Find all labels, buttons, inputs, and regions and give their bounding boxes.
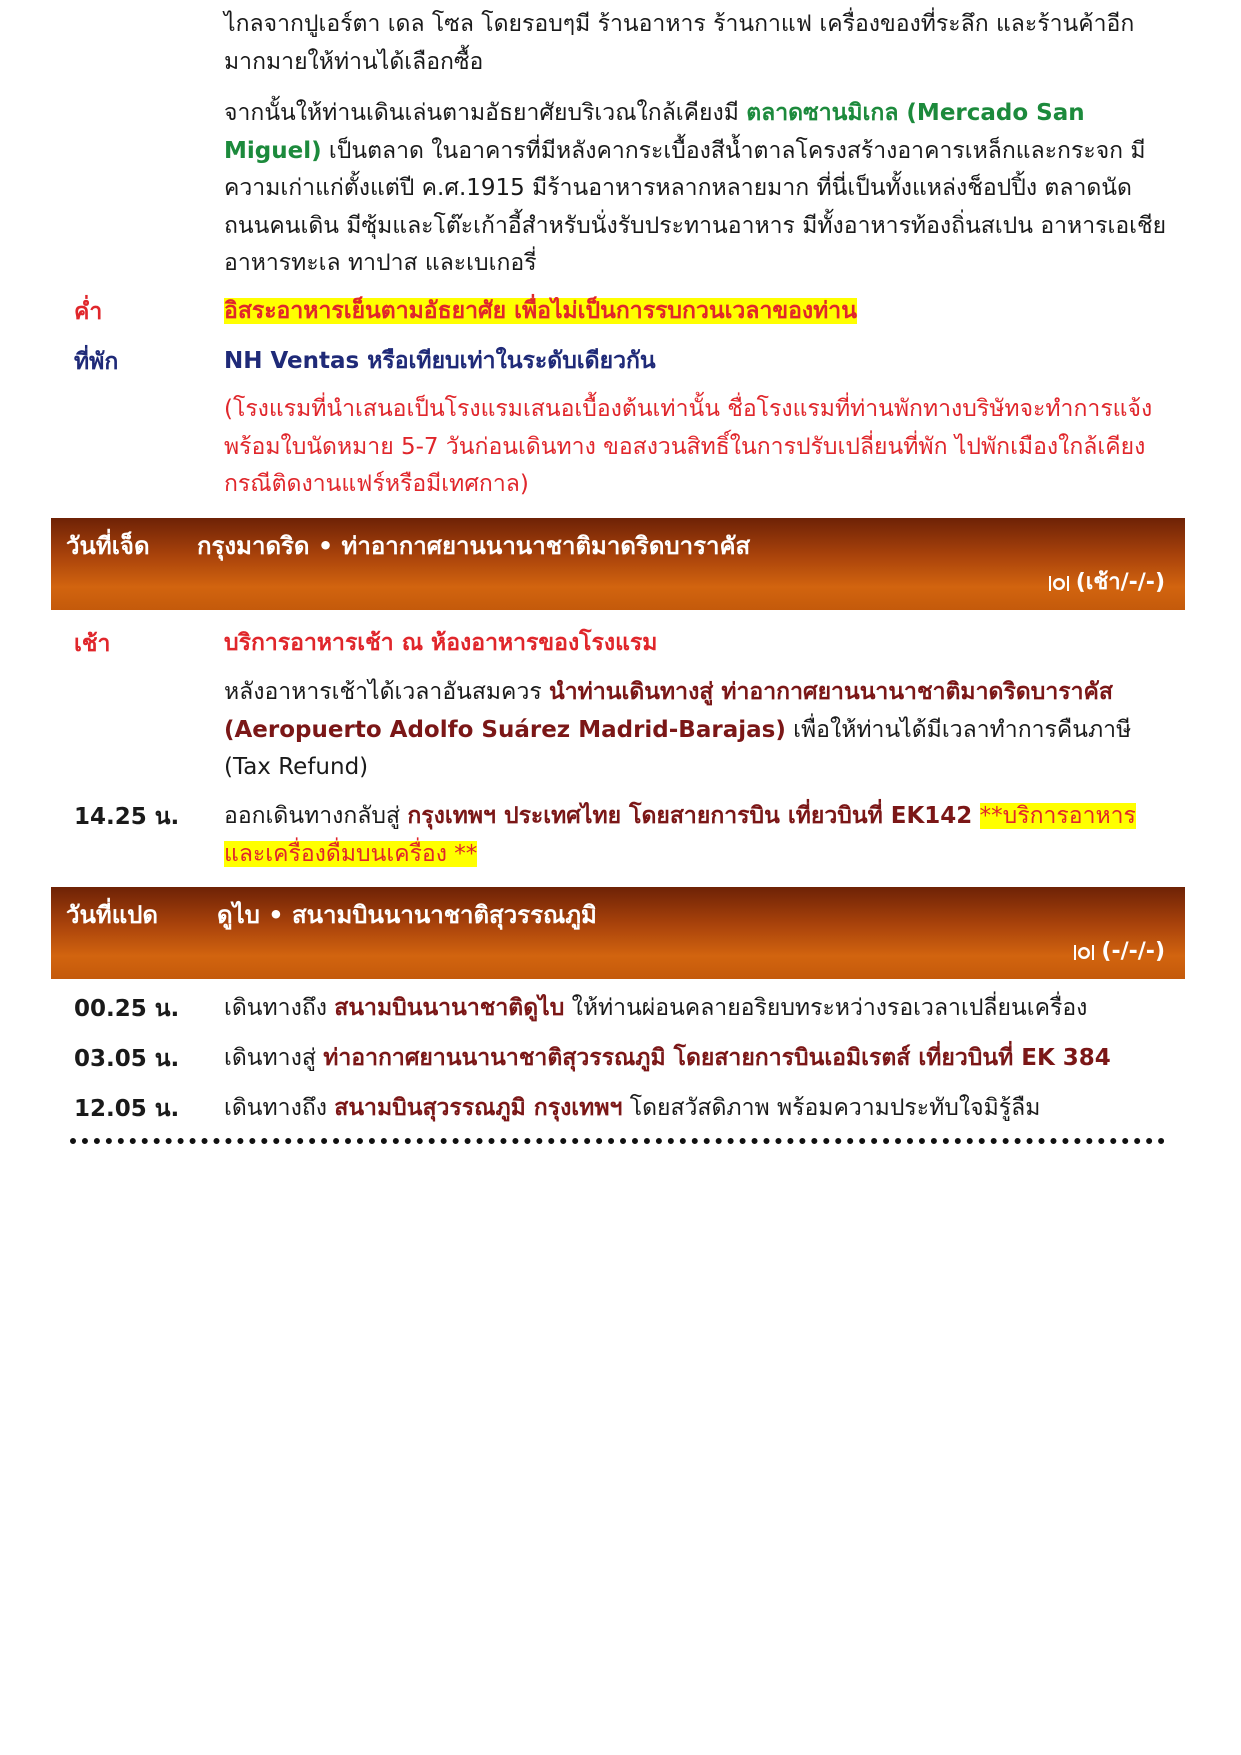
d8t1-lead: เดินทางถึง: [224, 995, 335, 1021]
after-rest: เพื่อให้ท่านได้มีเวลาทำการคืนภาษี (Tax Refund): [224, 716, 1132, 780]
day7-meals: [1048, 566, 1165, 600]
plate-cutlery-icon: [1073, 942, 1095, 962]
day8-arrival-bangkok: [224, 1090, 1169, 1128]
day8-time-0305: 03.05 น.: [74, 1046, 180, 1072]
day7-banner: [51, 518, 1185, 610]
t1-lead: ออกเดินทางกลับสู่: [224, 803, 408, 829]
t1-bold: กรุงเทพฯ ประเทศไทย โดยสายการบิน เที่ยวบินที่ EK142: [407, 803, 973, 829]
breakfast-text: บริการอาหารเช้า ณ ห้องอาหารของโรงแรม: [224, 630, 658, 656]
day7-route: กรุงมาดริด • ท่าอากาศยานนานาชาติมาดริดบาราคัส: [197, 532, 751, 560]
day8-depart-dubai: [224, 1040, 1169, 1078]
day6-para2: [224, 95, 1169, 283]
day6-para1: ไกลจากปูเอร์ตา เดล โซล โดยรอบๆมี ร้านอาหาร ร้านกาแฟ เครื่องของที่ระลึก และร้านค้าอีกมากมายให้ท่านได้เลือกซื้อ: [224, 11, 1135, 75]
day8-arrival-dubai: [224, 990, 1169, 1028]
t1-space: [972, 803, 979, 829]
inflight-meal-note: **บริการอาหารและเครื่องดื่มบนเครื่อง **: [224, 803, 1136, 867]
d8t2-bold: ท่าอากาศยานนานาชาติสุวรรณภูมิ โดยสายการบินเอมิเรตส์ เที่ยวบินที่ EK 384: [323, 1045, 1111, 1071]
day8-meals: [1073, 935, 1165, 969]
day7-after-breakfast: [224, 674, 1169, 787]
dinner-row: [224, 293, 1169, 331]
after-lead: หลังอาหารเช้าได้เวลาอันสมควร: [224, 679, 550, 705]
para2-rest: เป็นตลาด ในอาคารที่มีหลังคากระเบื้องสีน้ำตาลโครงสร้างอาคารเหล็กและกระจก มีความเก่าแก่ตั้งแต่ปี ค.ศ.1915 มีร้านอาหารหลากหลายมาก ที่นี่เป็นทั้งแหล่งช็อปปิ้ง ตลาดนัด ถนนคนเดิน มีซุ้มและโต๊ะเก้าอี้สำหรับนั่งรับประทานอาหาร มีทั้งอาหารท้องถิ่นสเปน อาหารเอเชีย อาหารทะเล ทาปาส และเบเกอรี่: [224, 137, 1167, 276]
para2-lead: จากนั้นให้ท่านเดินเล่นตามอัธยาศัยบริเวณใกล้เคียงมี: [224, 100, 747, 126]
hotel-text: NH Ventas หรือเทียบเท่าในระดับเดียวกัน: [224, 348, 656, 374]
day8-route: ดูไบ • สนามบินนานาชาติสุวรรณภูมิ: [217, 901, 597, 929]
day7-departure: [224, 798, 1169, 873]
hotel-label: ที่พัก: [74, 349, 119, 375]
dinner-label: ค่ำ: [74, 299, 103, 325]
dinner-text: อิสระอาหารเย็นตามอัธยาศัย เพื่อไม่เป็นการรบกวนเวลาของท่าน: [224, 298, 857, 324]
day7-time-1425: 14.25 น.: [74, 804, 180, 830]
end-divider: [70, 1138, 1165, 1144]
day8-banner: [51, 887, 1185, 979]
day8-meals-text: (-/-/-): [1101, 939, 1165, 964]
d8t1-bold: สนามบินนานาชาติดูไบ: [334, 995, 565, 1021]
day8-time-1205: 12.05 น.: [74, 1096, 180, 1122]
d8t3-rest: โดยสวัสดิภาพ พร้อมความประทับใจมิรู้ลืม: [622, 1095, 1041, 1121]
plate-cutlery-icon: [1048, 573, 1070, 593]
breakfast-label: เช้า: [74, 631, 111, 657]
day7-meals-text: (เช้า/-/-): [1075, 570, 1165, 595]
hotel-note: (โรงแรมที่นำเสนอเป็นโรงแรมเสนอเบื้องต้นเท่านั้น ชื่อโรงแรมที่ท่านพักทางบริษัทจะทำการแจ้งพร้อมใบนัดหมาย 5-7 วันก่อนเดินทาง ขอสงวนสิทธิ์ในการปรับเปลี่ยนที่พัก ไปพักเมืองใกล้เคียงกรณีติดงานแฟร์หรือมีเทศกาล): [224, 396, 1153, 497]
mercado-san-miguel: ตลาดซานมิเกล (Mercado San Miguel): [224, 100, 1085, 164]
d8t3-lead: เดินทางถึง: [224, 1095, 335, 1121]
day8-time-0025: 00.25 น.: [74, 996, 180, 1022]
d8t2-lead: เดินทางสู่: [224, 1045, 324, 1071]
after-bold: นำท่านเดินทางสู่ ท่าอากาศยานนานาชาติมาดริดบาราคัส (Aeropuerto Adolfo Suárez Madrid-Barajas): [224, 679, 1113, 743]
d8t3-bold: สนามบินสุวรรณภูมิ กรุงเทพฯ: [334, 1095, 623, 1121]
day7-label: วันที่เจ็ด: [66, 532, 150, 560]
day8-label: วันที่แปด: [66, 901, 158, 929]
d8t1-rest: ให้ท่านผ่อนคลายอริยบทระหว่างรอเวลาเปลี่ยนเครื่อง: [564, 995, 1088, 1021]
